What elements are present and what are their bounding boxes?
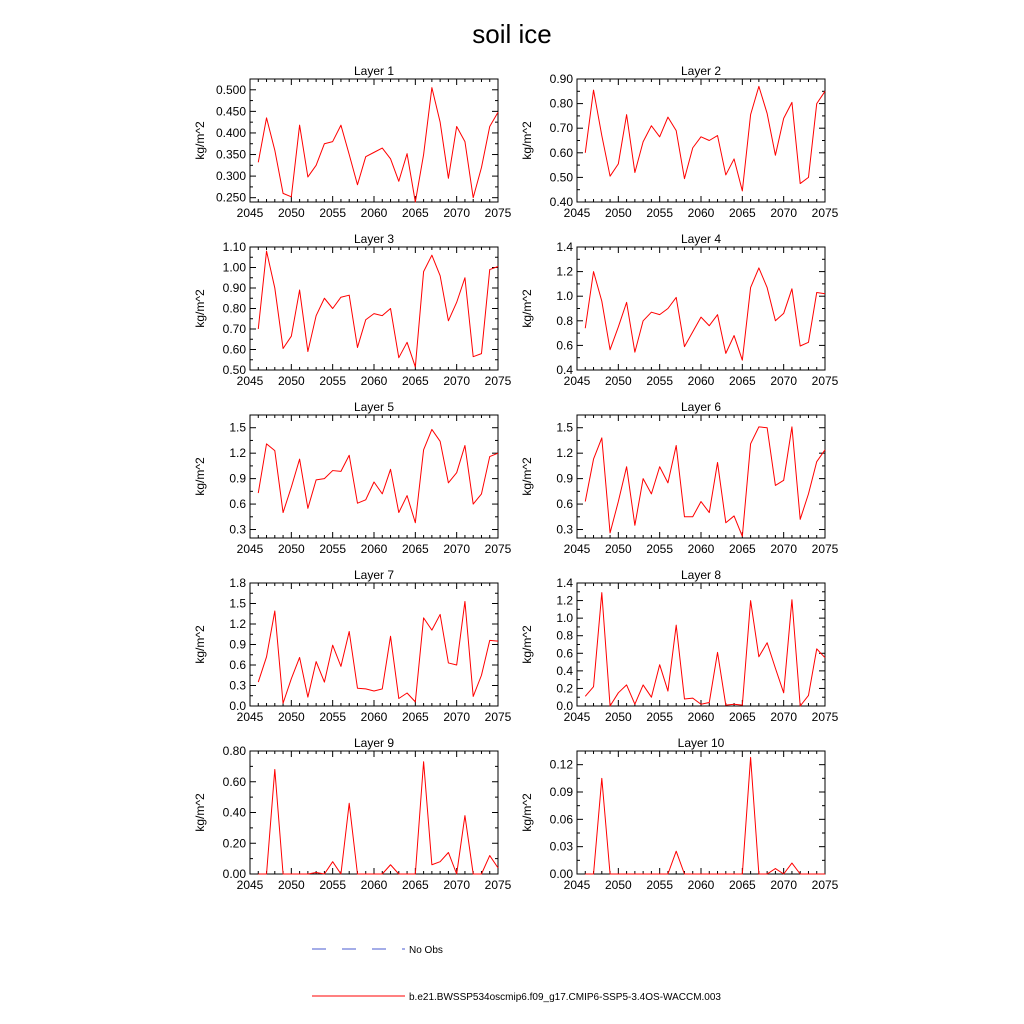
y-tick-label: 1.4 bbox=[556, 576, 573, 590]
x-tick-label: 2075 bbox=[811, 206, 839, 220]
y-tick-label: 0.40 bbox=[222, 805, 246, 820]
x-tick-label: 2070 bbox=[443, 710, 471, 724]
series-line bbox=[258, 601, 498, 703]
y-tick-label: 0.0 bbox=[556, 699, 573, 713]
x-tick-label: 2055 bbox=[319, 206, 347, 220]
x-tick-label: 2045 bbox=[236, 206, 264, 220]
x-tick-label: 2060 bbox=[360, 206, 388, 220]
x-tick-label: 2060 bbox=[360, 710, 388, 724]
x-tick-label: 2065 bbox=[401, 206, 429, 220]
x-tick-label: 2060 bbox=[360, 542, 388, 556]
y-tick-label: 0.80 bbox=[549, 96, 573, 111]
panel-layer-9 bbox=[193, 736, 512, 892]
panel-title: Layer 6 bbox=[680, 400, 722, 414]
plot-frame bbox=[250, 79, 498, 202]
y-axis-label: kg/m^2 bbox=[193, 793, 207, 832]
series-line bbox=[258, 762, 498, 874]
y-axis-label: kg/m^2 bbox=[520, 289, 534, 328]
series-line bbox=[258, 429, 498, 522]
x-tick-label: 2065 bbox=[401, 878, 429, 892]
x-tick-label: 2065 bbox=[728, 710, 756, 724]
y-tick-label: 0.6 bbox=[229, 658, 246, 672]
plot-frame bbox=[250, 247, 498, 370]
panel-layer-6 bbox=[520, 400, 839, 556]
y-tick-label: 0.90 bbox=[222, 281, 246, 295]
y-tick-label: 1.00 bbox=[222, 260, 246, 275]
y-tick-label: 1.0 bbox=[556, 611, 573, 626]
x-tick-label: 2050 bbox=[277, 710, 305, 724]
x-tick-label: 2070 bbox=[443, 878, 471, 892]
plot-frame bbox=[577, 751, 825, 874]
x-tick-label: 2050 bbox=[277, 206, 305, 220]
plot-frame bbox=[250, 415, 498, 538]
y-tick-label: 0.450 bbox=[215, 104, 246, 119]
x-tick-label: 2075 bbox=[811, 374, 839, 388]
x-tick-label: 2060 bbox=[687, 542, 715, 556]
y-tick-label: 1.5 bbox=[229, 596, 246, 611]
panel-layer-8 bbox=[520, 568, 839, 724]
y-tick-label: 0.350 bbox=[215, 147, 246, 162]
plot-frame bbox=[577, 79, 825, 202]
legend-label-no-obs: No Obs bbox=[409, 945, 443, 956]
x-tick-label: 2065 bbox=[401, 542, 429, 556]
x-tick-label: 2045 bbox=[236, 878, 264, 892]
x-tick-label: 2050 bbox=[604, 206, 632, 220]
x-tick-label: 2045 bbox=[563, 374, 591, 388]
plot-frame bbox=[250, 751, 498, 874]
y-tick-label: 0.250 bbox=[215, 190, 246, 205]
panel-title: Layer 4 bbox=[680, 232, 722, 246]
panel-layer-4 bbox=[520, 232, 839, 388]
y-tick-label: 0.500 bbox=[215, 82, 246, 97]
y-tick-label: 0.50 bbox=[549, 170, 573, 185]
panel-title: Layer 9 bbox=[353, 736, 395, 750]
x-tick-label: 2055 bbox=[646, 542, 674, 556]
y-tick-label: 1.0 bbox=[556, 289, 573, 304]
y-tick-label: 0.6 bbox=[556, 497, 573, 512]
x-tick-label: 2070 bbox=[770, 374, 798, 388]
y-tick-label: 1.4 bbox=[556, 240, 573, 254]
y-tick-label: 0.2 bbox=[556, 681, 573, 696]
y-tick-label: 0.90 bbox=[549, 72, 573, 86]
panel-layer-7 bbox=[193, 568, 512, 724]
y-tick-label: 1.2 bbox=[556, 446, 573, 461]
y-tick-label: 0.60 bbox=[222, 774, 246, 789]
x-tick-label: 2050 bbox=[277, 878, 305, 892]
x-tick-label: 2055 bbox=[646, 374, 674, 388]
y-tick-label: 1.8 bbox=[229, 576, 246, 590]
y-tick-label: 0.80 bbox=[222, 301, 246, 316]
x-tick-label: 2045 bbox=[563, 878, 591, 892]
y-axis-label: kg/m^2 bbox=[193, 625, 207, 664]
y-tick-label: 0.03 bbox=[549, 839, 573, 854]
x-tick-label: 2060 bbox=[687, 878, 715, 892]
panel-layer-2 bbox=[520, 64, 839, 220]
x-tick-label: 2070 bbox=[443, 374, 471, 388]
x-tick-label: 2070 bbox=[443, 206, 471, 220]
x-tick-label: 2060 bbox=[687, 206, 715, 220]
x-tick-label: 2075 bbox=[484, 878, 512, 892]
y-tick-label: 0.06 bbox=[549, 812, 573, 827]
y-tick-label: 0.9 bbox=[556, 471, 573, 486]
series-line bbox=[585, 757, 825, 874]
y-tick-label: 0.3 bbox=[229, 522, 246, 537]
panel-title: Layer 3 bbox=[353, 232, 395, 246]
x-tick-label: 2045 bbox=[563, 542, 591, 556]
x-tick-label: 2075 bbox=[484, 206, 512, 220]
figure-title: soil ice bbox=[472, 19, 552, 49]
x-tick-label: 2045 bbox=[563, 710, 591, 724]
x-tick-label: 2070 bbox=[770, 710, 798, 724]
panel-title: Layer 8 bbox=[680, 568, 722, 582]
y-tick-label: 0.6 bbox=[229, 497, 246, 512]
panel-title: Layer 7 bbox=[353, 568, 395, 582]
x-tick-label: 2055 bbox=[319, 878, 347, 892]
y-tick-label: 0.4 bbox=[556, 363, 573, 377]
y-tick-label: 0.6 bbox=[556, 646, 573, 661]
y-tick-label: 0.9 bbox=[229, 637, 246, 652]
x-tick-label: 2065 bbox=[728, 374, 756, 388]
x-tick-label: 2060 bbox=[360, 878, 388, 892]
y-tick-label: 1.10 bbox=[222, 240, 246, 254]
legend-label-model: b.e21.BWSSP534oscmip6.f09_g17.CMIP6-SSP5-3.4OS-WACCM.003 bbox=[409, 992, 721, 1003]
series-line bbox=[258, 88, 498, 202]
x-tick-label: 2075 bbox=[811, 542, 839, 556]
panel-layer-10 bbox=[520, 736, 839, 892]
x-tick-label: 2050 bbox=[277, 542, 305, 556]
series-line bbox=[585, 593, 825, 706]
y-tick-label: 0.3 bbox=[229, 678, 246, 693]
y-axis-label: kg/m^2 bbox=[520, 457, 534, 496]
x-tick-label: 2050 bbox=[604, 710, 632, 724]
x-tick-label: 2055 bbox=[319, 542, 347, 556]
x-tick-label: 2050 bbox=[277, 374, 305, 388]
y-tick-label: 1.5 bbox=[556, 420, 573, 435]
x-tick-label: 2055 bbox=[319, 710, 347, 724]
y-tick-label: 1.5 bbox=[229, 420, 246, 435]
x-tick-label: 2060 bbox=[687, 374, 715, 388]
x-tick-label: 2045 bbox=[236, 542, 264, 556]
x-tick-label: 2070 bbox=[443, 542, 471, 556]
x-tick-label: 2060 bbox=[360, 374, 388, 388]
x-tick-label: 2055 bbox=[646, 878, 674, 892]
y-tick-label: 0.80 bbox=[222, 744, 246, 758]
plot-frame bbox=[577, 247, 825, 370]
x-tick-label: 2050 bbox=[604, 878, 632, 892]
series-line bbox=[585, 268, 825, 360]
plot-frame bbox=[250, 583, 498, 706]
panel-title: Layer 5 bbox=[353, 400, 395, 414]
y-tick-label: 0.12 bbox=[549, 757, 573, 772]
series-line bbox=[585, 427, 825, 536]
series-line bbox=[585, 86, 825, 191]
x-tick-label: 2065 bbox=[728, 878, 756, 892]
x-tick-label: 2065 bbox=[401, 374, 429, 388]
panel-layer-1 bbox=[193, 64, 512, 220]
y-tick-label: 0.00 bbox=[549, 867, 573, 881]
y-tick-label: 0.09 bbox=[549, 785, 573, 799]
y-tick-label: 0.20 bbox=[222, 836, 246, 851]
y-axis-label: kg/m^2 bbox=[193, 457, 207, 496]
panel-layer-3 bbox=[193, 232, 512, 388]
y-tick-label: 1.2 bbox=[229, 617, 246, 631]
y-tick-label: 0.400 bbox=[215, 125, 246, 140]
y-tick-label: 0.8 bbox=[556, 313, 573, 328]
x-tick-label: 2045 bbox=[236, 710, 264, 724]
plot-frame bbox=[577, 415, 825, 538]
x-tick-label: 2070 bbox=[770, 542, 798, 556]
x-tick-label: 2075 bbox=[484, 542, 512, 556]
x-tick-label: 2065 bbox=[401, 710, 429, 724]
y-axis-label: kg/m^2 bbox=[520, 793, 534, 832]
panel-grid bbox=[193, 64, 839, 892]
panel-layer-5 bbox=[193, 400, 512, 556]
x-tick-label: 2060 bbox=[687, 710, 715, 724]
y-tick-label: 0.6 bbox=[556, 338, 573, 353]
x-tick-label: 2075 bbox=[484, 710, 512, 724]
y-tick-label: 0.60 bbox=[222, 342, 246, 357]
x-tick-label: 2070 bbox=[770, 878, 798, 892]
x-tick-label: 2055 bbox=[319, 374, 347, 388]
x-tick-label: 2045 bbox=[563, 206, 591, 220]
y-tick-label: 1.2 bbox=[229, 446, 246, 461]
x-tick-label: 2075 bbox=[484, 374, 512, 388]
panel-title: Layer 10 bbox=[677, 736, 725, 750]
y-axis-label: kg/m^2 bbox=[193, 121, 207, 160]
y-tick-label: 0.40 bbox=[549, 195, 573, 209]
x-tick-label: 2065 bbox=[728, 206, 756, 220]
y-axis-label: kg/m^2 bbox=[193, 289, 207, 328]
y-tick-label: 0.4 bbox=[556, 663, 573, 678]
y-axis-label: kg/m^2 bbox=[520, 625, 534, 664]
y-tick-label: 0.70 bbox=[222, 322, 246, 336]
y-tick-label: 0.60 bbox=[549, 145, 573, 160]
y-tick-label: 0.0 bbox=[229, 699, 246, 713]
x-tick-label: 2065 bbox=[728, 542, 756, 556]
x-tick-label: 2055 bbox=[646, 206, 674, 220]
y-tick-label: 0.9 bbox=[229, 471, 246, 486]
y-tick-label: 0.8 bbox=[556, 628, 573, 643]
y-tick-label: 1.2 bbox=[556, 593, 573, 608]
x-tick-label: 2070 bbox=[770, 206, 798, 220]
y-axis-label: kg/m^2 bbox=[520, 121, 534, 160]
x-tick-label: 2050 bbox=[604, 542, 632, 556]
x-tick-label: 2050 bbox=[604, 374, 632, 388]
panel-title: Layer 2 bbox=[680, 64, 722, 78]
x-tick-label: 2075 bbox=[811, 878, 839, 892]
y-tick-label: 1.2 bbox=[556, 264, 573, 279]
y-tick-label: 0.70 bbox=[549, 121, 573, 136]
x-tick-label: 2045 bbox=[236, 374, 264, 388]
series-line bbox=[258, 251, 498, 367]
y-tick-label: 0.00 bbox=[222, 867, 246, 881]
x-tick-label: 2075 bbox=[811, 710, 839, 724]
y-tick-label: 0.300 bbox=[215, 169, 246, 184]
x-tick-label: 2055 bbox=[646, 710, 674, 724]
y-tick-label: 0.50 bbox=[222, 363, 246, 377]
legend bbox=[312, 945, 721, 1003]
panel-title: Layer 1 bbox=[353, 64, 395, 78]
y-tick-label: 0.3 bbox=[556, 522, 573, 537]
